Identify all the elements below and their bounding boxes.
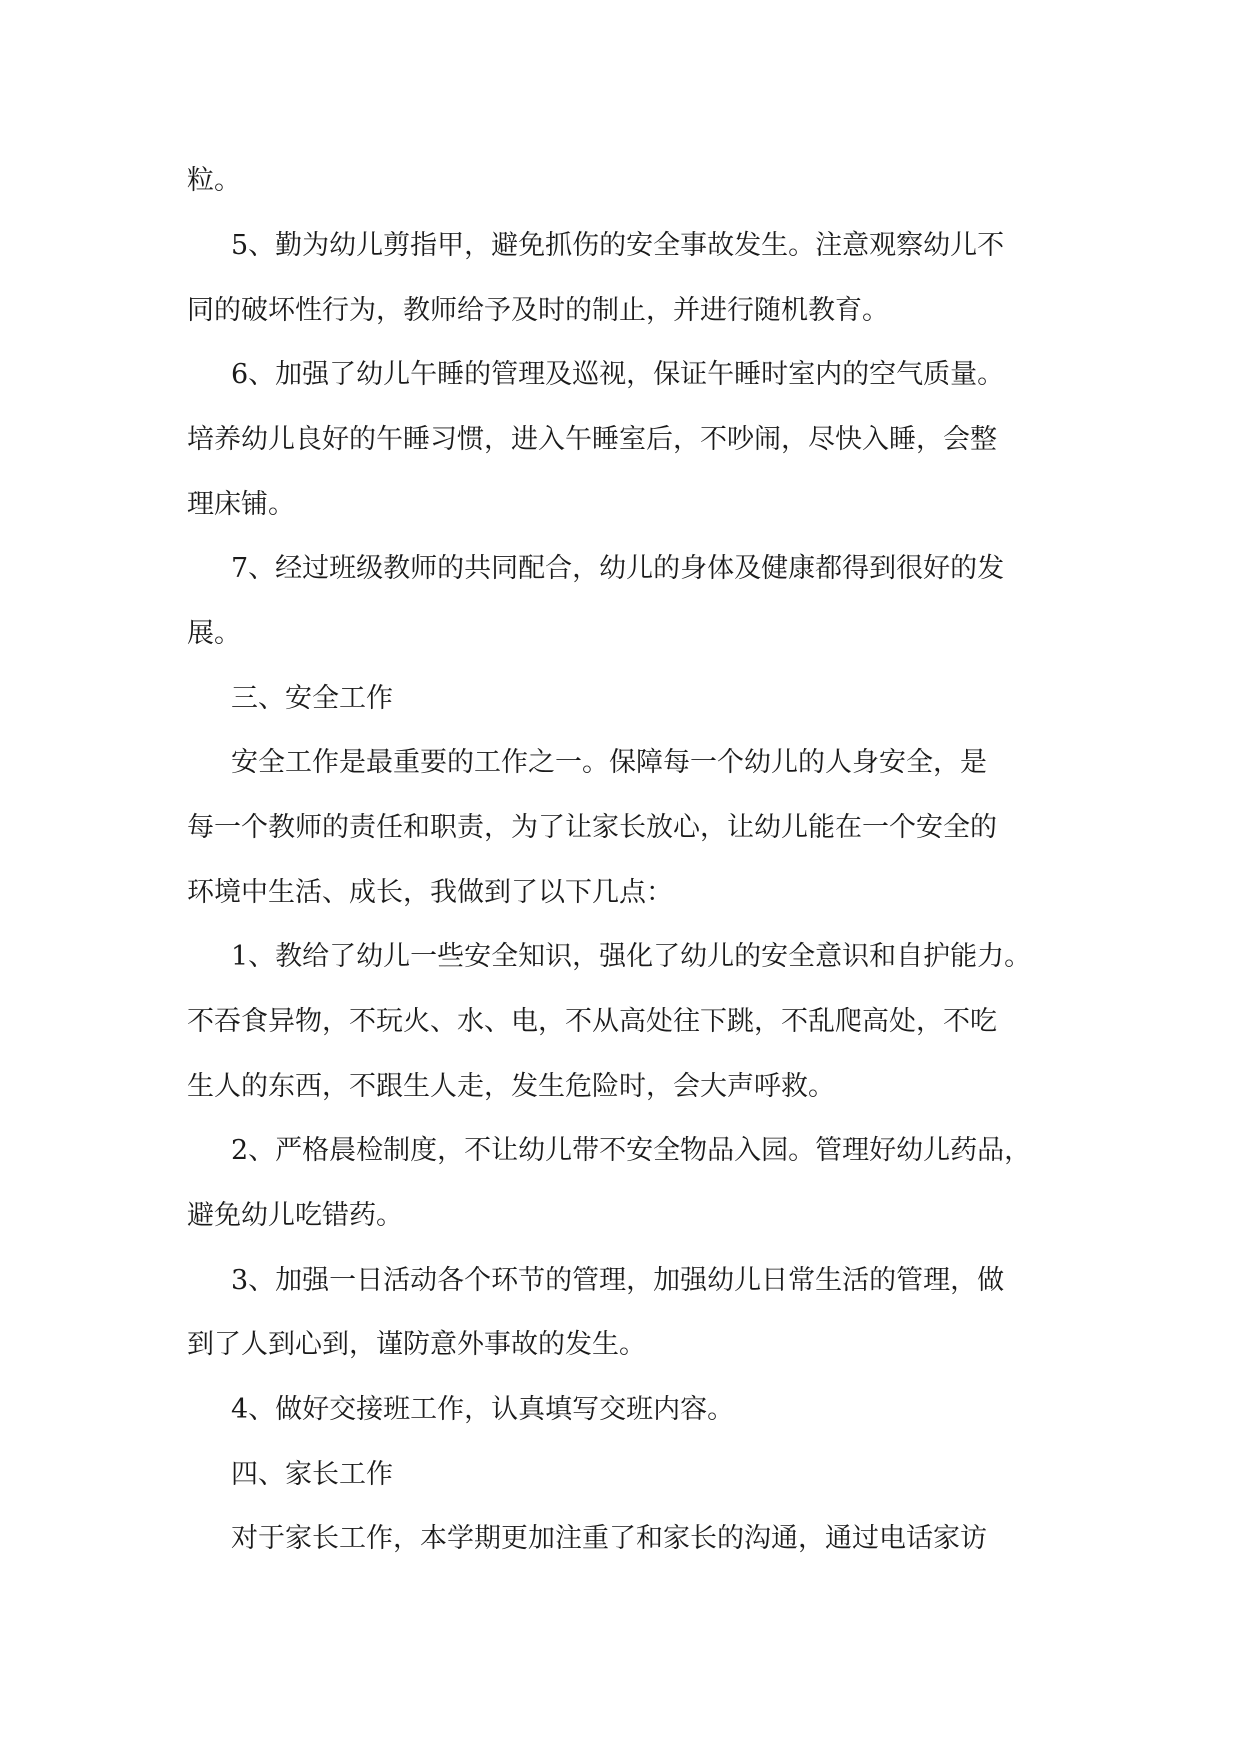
text-line: 5、勤为幼儿剪指甲，避免抓伤的安全事故发生。注意观察幼儿不 bbox=[231, 230, 1005, 261]
text-line: 理床铺。 bbox=[187, 489, 295, 520]
text-line: 生人的东西，不跟生人走，发生危险时，会大声呼救。 bbox=[187, 1071, 835, 1102]
text-line: 避免幼儿吃错药。 bbox=[187, 1200, 403, 1231]
text-line: 不吞食异物，不玩火、水、电，不从高处往下跳，不乱爬高处，不吃 bbox=[187, 1006, 997, 1037]
section-heading: 四、家长工作 bbox=[231, 1459, 393, 1490]
text-line: 4、做好交接班工作，认真填写交班内容。 bbox=[231, 1394, 735, 1425]
text-line: 同的破坏性行为，教师给予及时的制止，并进行随机教育。 bbox=[187, 295, 889, 326]
text-line: 2、严格晨检制度，不让幼儿带不安全物品入园。管理好幼儿药品， bbox=[231, 1135, 1032, 1166]
text-line: 粒。 bbox=[187, 165, 241, 196]
text-line: 展。 bbox=[187, 618, 241, 649]
section-heading: 三、安全工作 bbox=[231, 683, 393, 714]
text-line: 到了人到心到，谨防意外事故的发生。 bbox=[187, 1329, 646, 1360]
text-line: 7、经过班级教师的共同配合，幼儿的身体及健康都得到很好的发 bbox=[231, 553, 1005, 584]
text-line: 每一个教师的责任和职责，为了让家长放心，让幼儿能在一个安全的 bbox=[187, 812, 997, 843]
text-line: 对于家长工作，本学期更加注重了和家长的沟通，通过电话家访 bbox=[231, 1523, 987, 1554]
text-line: 1、教给了幼儿一些安全知识，强化了幼儿的安全意识和自护能力。 bbox=[231, 941, 1032, 972]
text-line: 培养幼儿良好的午睡习惯，进入午睡室后，不吵闹，尽快入睡，会整 bbox=[187, 424, 997, 455]
text-line: 安全工作是最重要的工作之一。保障每一个幼儿的人身安全，是 bbox=[231, 747, 987, 778]
text-line: 3、加强一日活动各个环节的管理，加强幼儿日常生活的管理，做 bbox=[231, 1265, 1005, 1296]
text-line: 6、加强了幼儿午睡的管理及巡视，保证午睡时室内的空气质量。 bbox=[231, 359, 1005, 390]
text-line: 环境中生活、成长，我做到了以下几点： bbox=[187, 877, 673, 908]
